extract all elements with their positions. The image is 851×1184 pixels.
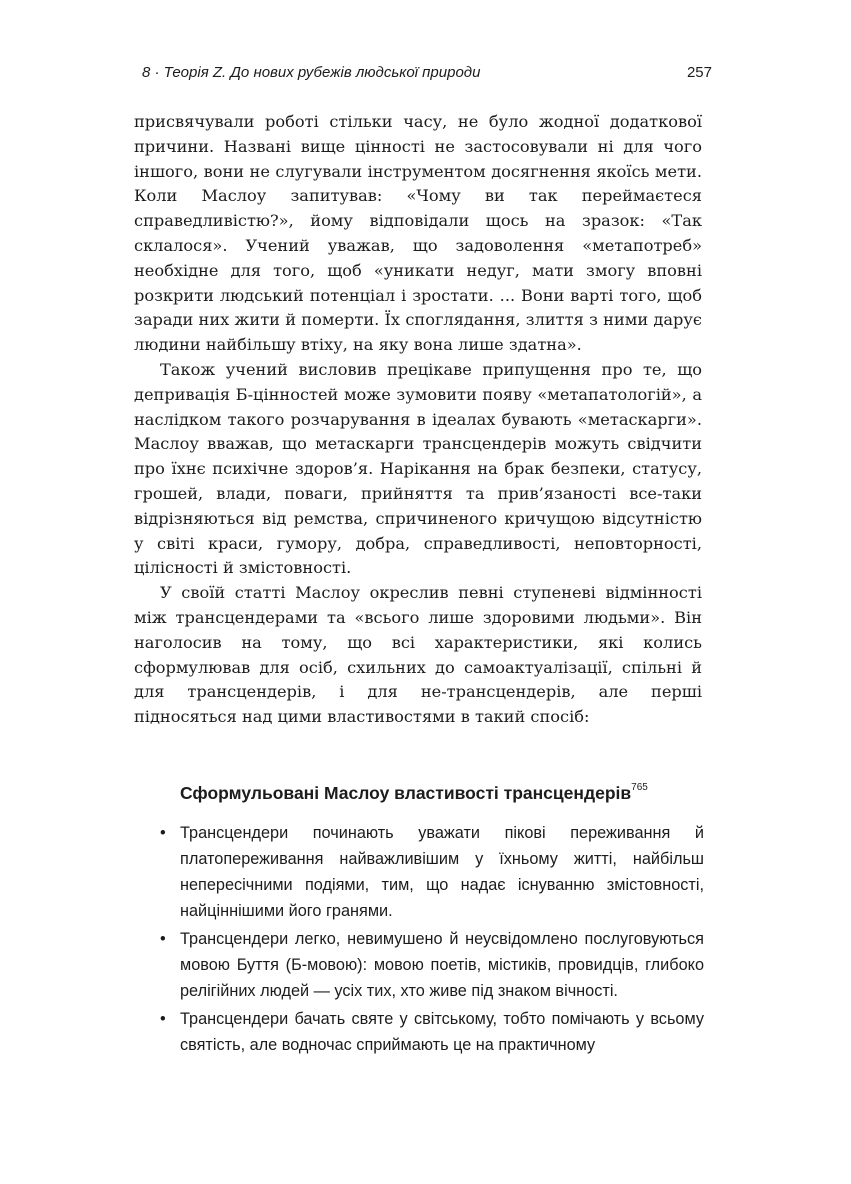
paragraph-transcenders: У своїй статті Маслоу окреслив певні ступеневі відмінності між трансцендерами та «всього лише здоровими людьми». Він наголосив на тому, що всі характеристики, які колись сформулював для осіб, схильних до самоактуалізації, спільні й для трансцендерів, і для не-трансцендерів, але перші підносяться над цими властивостями в такий спосіб: — [134, 583, 702, 727]
bullet-icon: • — [160, 1010, 166, 1028]
page-number: 257 — [686, 64, 712, 81]
footnote-ref: 765 — [631, 782, 648, 794]
list-item-text: Трансцендери бачать святе у світському, тобто помічають у всьому святість, але водночас сприймають це на практичному — [180, 1010, 704, 1054]
list-item — [160, 1006, 704, 1058]
box-title-text: Сформульовані Маслоу властивості трансцендерів — [180, 783, 632, 803]
chapter-title: 8 · Теорія Z. До нових рубежів людської природи — [142, 64, 481, 81]
list-item-text: Трансцендери легко, невимушено й неусвідомлено послуговуються мовою Буття (Б-мовою): мовою поетів, містиків, провидців, глибоко релігійних людей — усіх тих, хто живе під знаком вічності. — [180, 930, 704, 1000]
bullet-icon: • — [160, 824, 166, 842]
body-text — [134, 110, 702, 730]
running-head — [142, 64, 712, 88]
list-item — [160, 820, 704, 924]
list-item — [160, 926, 704, 1004]
properties-list — [160, 820, 704, 1060]
paragraph-continued: присвячували роботі стільки часу, не було жодної додаткової причини. Названі вище цінності не застосовували ні для чого іншого, вони не слугували інструментом досягнення якоїсь мети. Коли Маслоу запитував: «Чому ви так переймаєтеся справедливістю?», йому відповідали щось на зразок: «Так склалося». Учений уважав, що задоволення «метапотреб» необхідне для того, щоб «уникати недуг, мати змогу вповні розкрити людський потенціал і зростати. ... Вони варті того, щоб заради них жити й померти. Їх споглядання, злиття з ними дарує людини найбільшу втіху, на яку вона лише здатна». — [134, 112, 702, 355]
paragraph-metapathologies: Також учений висловив прецікаве припущення про те, що депривація Б-цінностей може зумовити появу «метапатологій», а наслідком такого розчарування в ідеалах бувають «метаскарги». Маслоу вважав, що метаскарги трансцендерів можуть свідчити про їхнє психічне здоров’я. Нарікання на брак безпеки, статусу, грошей, влади, поваги, прийняття та прив’язаності все-таки відрізняються від ремства, спричиненого кричущою відсутністю у світі краси, гумору, добра, справедливості, неповторності, цілісності й змістовності. — [134, 359, 702, 578]
bullet-icon: • — [160, 930, 166, 948]
box-title — [180, 783, 710, 804]
list-item-text: Трансцендери починають уважати пікові переживання й платопереживання найважливішим у їхньому житті, найбільш непересічними подіями, тим, що надає існуванню змістовності, найціннішими його гранями. — [180, 824, 704, 920]
